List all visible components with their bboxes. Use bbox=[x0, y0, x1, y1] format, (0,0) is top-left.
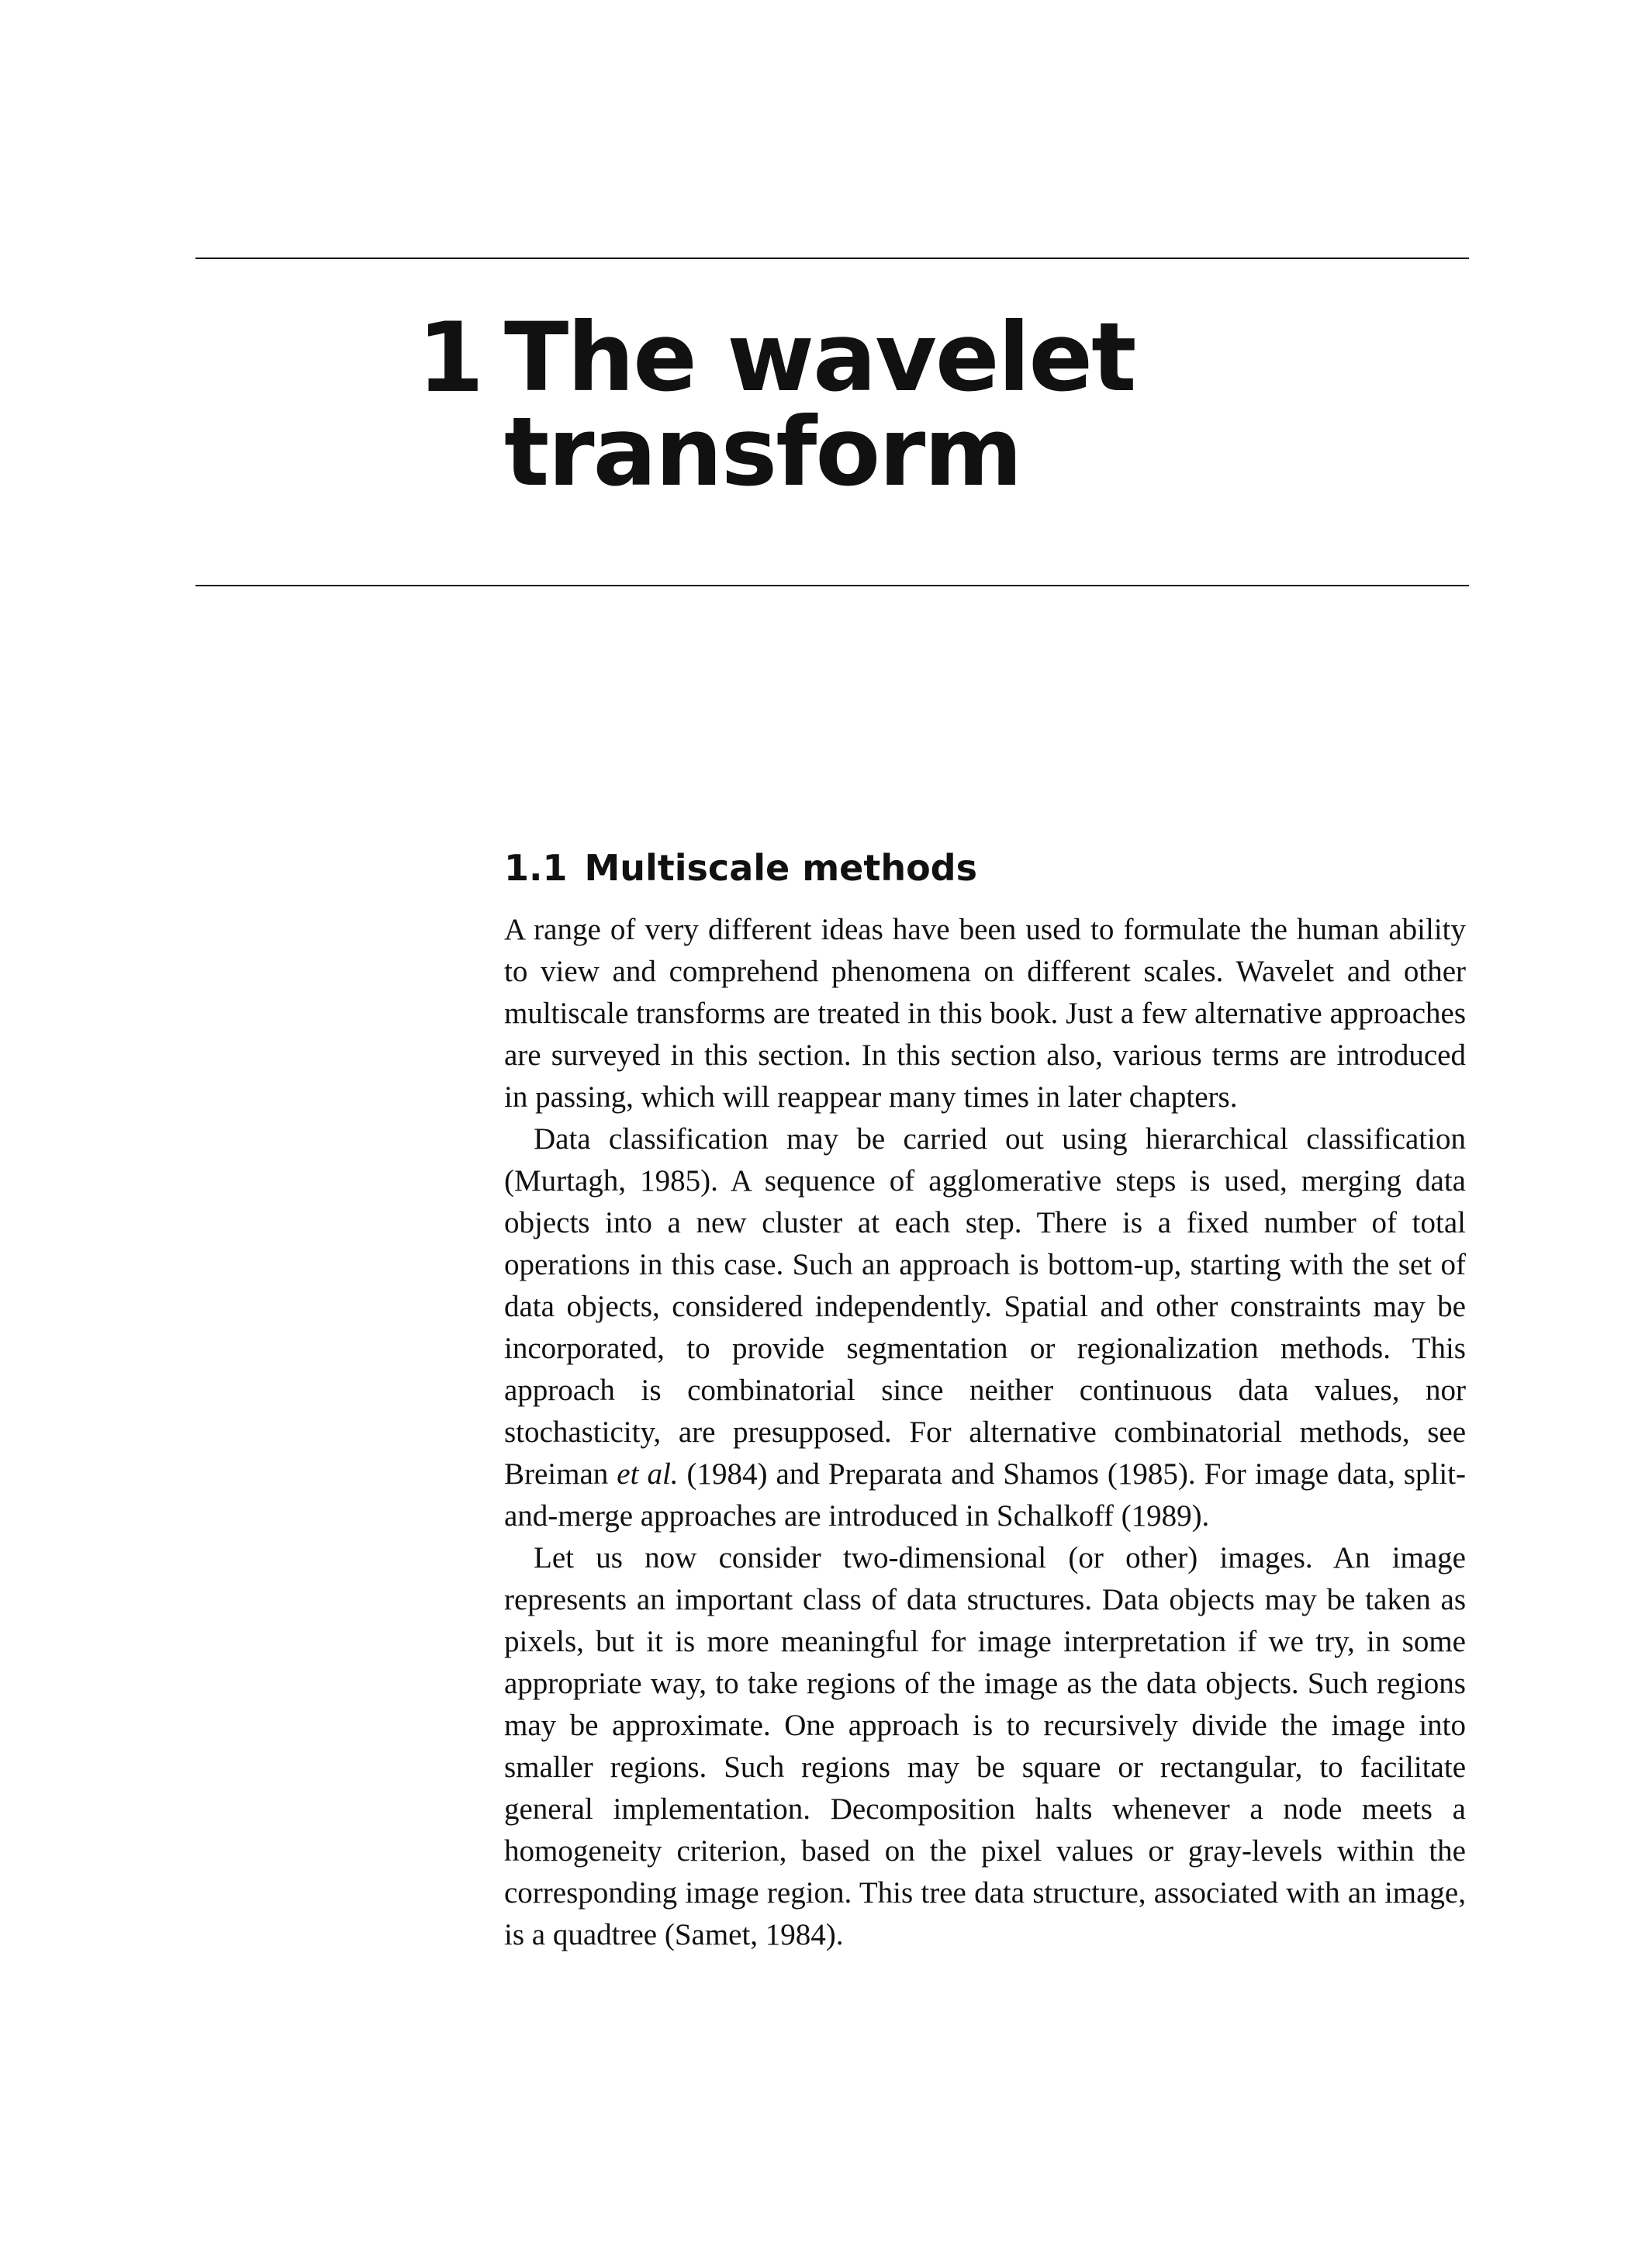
chapter-title-line-2: transform bbox=[504, 397, 1021, 507]
bottom-rule bbox=[195, 585, 1469, 586]
section-number: 1.1 bbox=[504, 847, 568, 889]
top-rule bbox=[195, 257, 1469, 259]
paragraph-2-italic: et al. bbox=[617, 1457, 679, 1491]
paragraph-2-text-b: (1984) and Preparata and Shamos (1985). For image data, split-and-merge approaches are introduced in Schalkoff (1989). bbox=[504, 1457, 1467, 1533]
paragraph-1: A range of very different ideas have been used to formulate the human ability to view and comprehend phenomena on different scales. Wavelet and other multiscale transforms are treated in this book. Just a few alternative approaches are surveyed in this section. In this section also, various terms are introduced in passing, which will reappear many times in later chapters. bbox=[504, 913, 1466, 1114]
chapter-title-line-1: The wavelet bbox=[504, 302, 1135, 413]
section-body bbox=[504, 847, 1467, 1956]
section-title: Multiscale methods bbox=[584, 847, 977, 889]
paragraph-2-text-a: Data classification may be carried out using hierarchical classification (Murtagh, 1985). A sequence of agglomerative steps is used, merging data objects into a new cluster at each step. There is a fixed number of total operations in this case. Such an approach is bottom-up, starting with the set of data objects, considered independently. Spatial and other constraints may be incorporated, to provide segmentation or regionalization methods. This approach is combinatorial since neither continuous data values, nor stochasticity, are presupposed. For alternative combinatorial methods, see Breiman bbox=[504, 1122, 1466, 1491]
section-heading bbox=[504, 847, 1466, 889]
chapter-title bbox=[504, 302, 1435, 507]
paragraph-3: Let us now consider two-dimensional (or other) images. An image represents an important class of data structures. Data objects may be taken as pixels, but it is more meaningful for image interpretation if we try, in some appropriate way, to take regions of the image as the data objects. Such regions may be approximate. One approach is to recursively divide the image into smaller regions. Such regions may be square or rectangular, to facilitate general implementation. Decomposition halts whenever a node meets a homogeneity criterion, based on the pixel values or gray-levels within the corresponding image region. This tree data structure, associated with an image, is a quadtree (Samet, 1984). bbox=[504, 1541, 1466, 1951]
chapter-number: 1 bbox=[417, 302, 483, 414]
paragraph-2 bbox=[504, 1118, 1466, 1537]
